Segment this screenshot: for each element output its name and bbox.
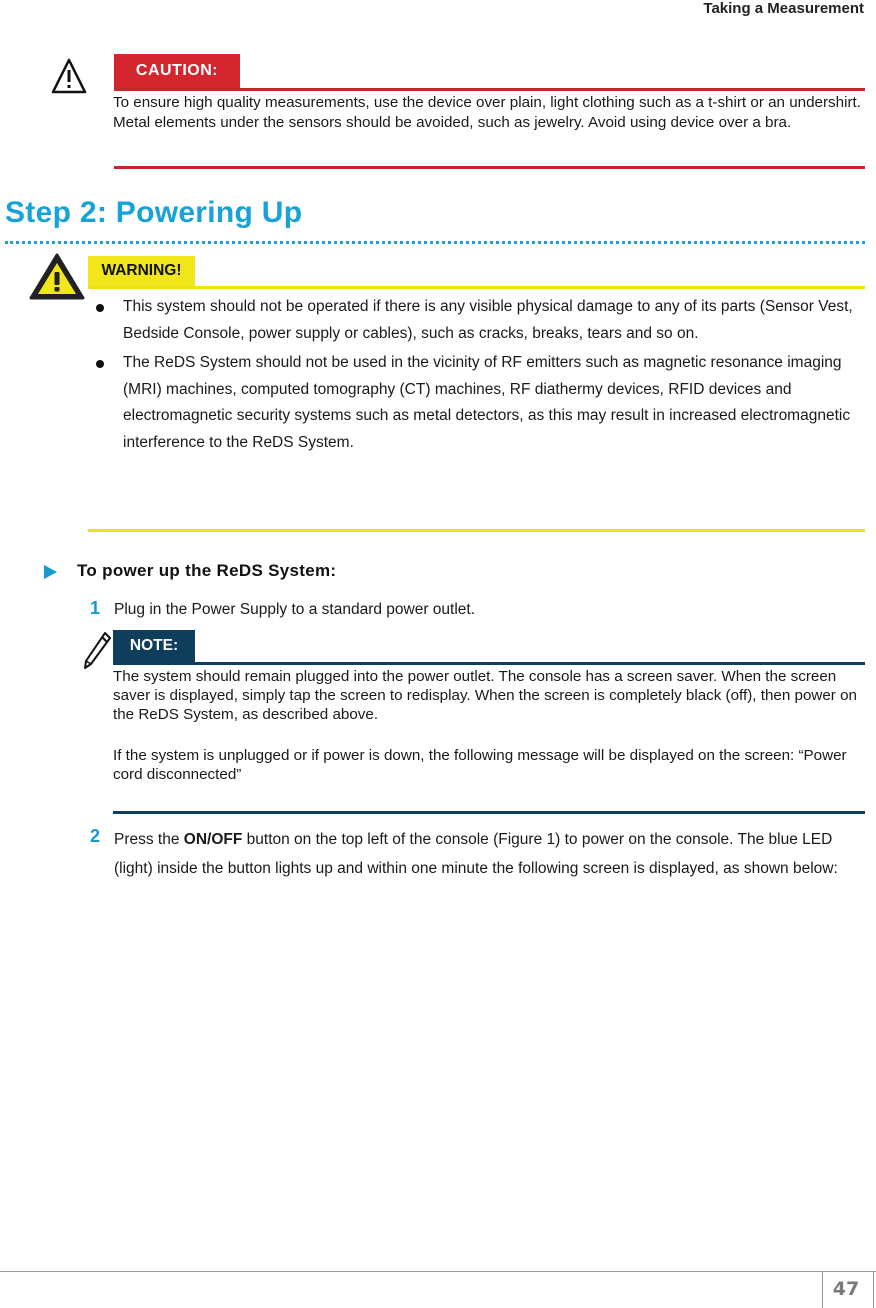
procedure-title: To power up the ReDS System: [77,561,337,580]
warning-list [88,294,868,459]
section-divider [5,241,865,244]
running-header: Taking a Measurement [703,0,864,17]
note-bottom-rule [113,811,865,814]
bullet-icon [96,360,104,368]
step-number: 1 [90,598,101,618]
footer-rule [0,1271,876,1272]
warning-top-rule [88,286,865,289]
caution-label: CAUTION: [114,54,240,88]
note-top-rule [113,662,865,665]
step-number: 2 [90,826,101,846]
page-number: 47 [832,1278,860,1300]
warning-triangle-icon [28,252,86,302]
note-label: NOTE: [113,630,195,662]
pencil-note-icon [82,630,112,678]
list-item: The ReDS System should not be used in the vicinity of RF emitters such as magnetic resonance imaging (MRI) machines, computed tomography (CT) machines, RF diathermy devices, RFID devices and electromagnetic security systems such as metal detectors, as this may result in increased electromagnetic interference to the ReDS System. [88,350,868,456]
warning-bottom-rule [88,529,865,532]
list-item: This system should not be operated if there is any visible physical damage to any of its parts (Sensor Vest, Bedside Console, power supply or cables), such as cracks, breaks, tears and so on. [88,294,868,347]
step-text: Plug in the Power Supply to a standard power outlet. [114,601,476,618]
note-paragraph: If the system is unplugged or if power is down, the following message will be displayed on the screen: “Power cord disconnected” [113,747,847,783]
bullet-icon [96,304,104,312]
caution-top-rule [114,88,865,91]
section-heading: Step 2: Powering Up [5,196,303,229]
triangle-arrow-icon [42,564,58,580]
note-paragraph: The system should remain plugged into the power outlet. The console has a screen saver. When the screen saver is displayed, simply tap the screen to redisplay. When the screen is completely black (off), then power on the ReDS System, as described above. [113,668,857,723]
caution-text: To ensure high quality measurements, use the device over plain, light clothing such as a t-shirt or an undershirt. Metal elements under the sensors should be avoided, such as jewelry. Avoid using device over a bra. [113,94,861,131]
caution-triangle-icon [50,56,88,98]
caution-bottom-rule [114,166,865,169]
warning-label: WARNING! [88,256,195,286]
step-text: Press the ON/OFF button on the top left of the console (Figure 1) to power on the console. The blue LED (light) inside the button lights up and within one minute the following screen is displayed, as shown below: [114,831,838,877]
